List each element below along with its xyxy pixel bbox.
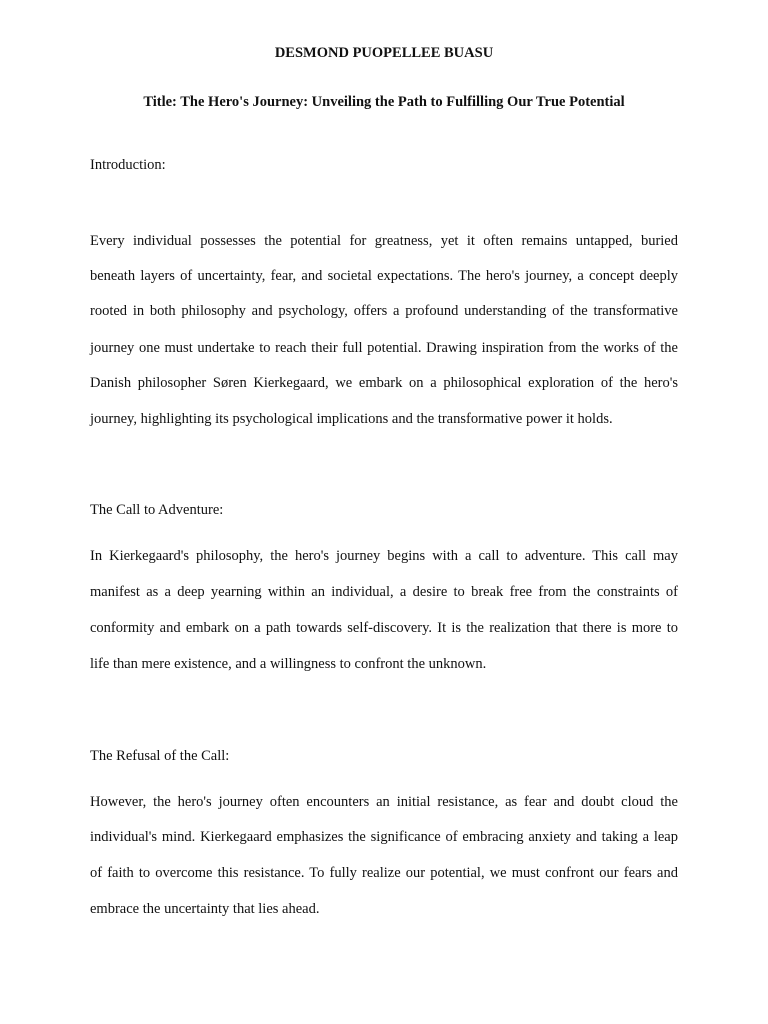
text-line: However, the hero's journey often encounters an initial resistance, as fear and doubt cloud the (90, 794, 678, 810)
text-line: Danish philosopher Søren Kierkegaard, we embark on a philosophical exploration of the hero's (90, 375, 678, 391)
author-name: DESMOND PUOPELLEE BUASU (274, 45, 494, 61)
text-line: manifest as a deep yearning within an individual, a desire to break free from the constraints of (90, 584, 678, 600)
text-line: Every individual possesses the potential for greatness, yet it often remains untapped, buried (90, 233, 678, 249)
text-line: journey, highlighting its psychological implications and the transformative power it holds. (90, 411, 613, 427)
text-line: In Kierkegaard's philosophy, the hero's journey begins with a call to adventure. This call may (90, 548, 678, 564)
section-heading-introduction: Introduction: (90, 157, 166, 173)
text-line: embrace the uncertainty that lies ahead. (90, 901, 320, 917)
text-line: journey one must undertake to reach their full potential. Drawing inspiration from the works of the (90, 340, 678, 356)
text-line: rooted in both philosophy and psychology, offers a profound understanding of the transformative (90, 303, 678, 319)
section-heading-refusal-of-call: The Refusal of the Call: (90, 748, 230, 764)
text-line: conformity and embark on a path towards self-discovery. It is the realization that there is more to (90, 620, 678, 636)
text-line: beneath layers of uncertainty, fear, and societal expectations. The hero's journey, a concept deeply (90, 268, 678, 284)
document-title: Title: The Hero's Journey: Unveiling the Path to Fulfilling Our True Potential (143, 94, 625, 110)
section-heading-call-to-adventure: The Call to Adventure: (90, 502, 224, 518)
text-line: individual's mind. Kierkegaard emphasizes the significance of embracing anxiety and taking a leap (90, 829, 678, 845)
text-line: of faith to overcome this resistance. To fully realize our potential, we must confront our fears and (90, 865, 678, 881)
text-line: life than mere existence, and a willingness to confront the unknown. (90, 656, 487, 672)
